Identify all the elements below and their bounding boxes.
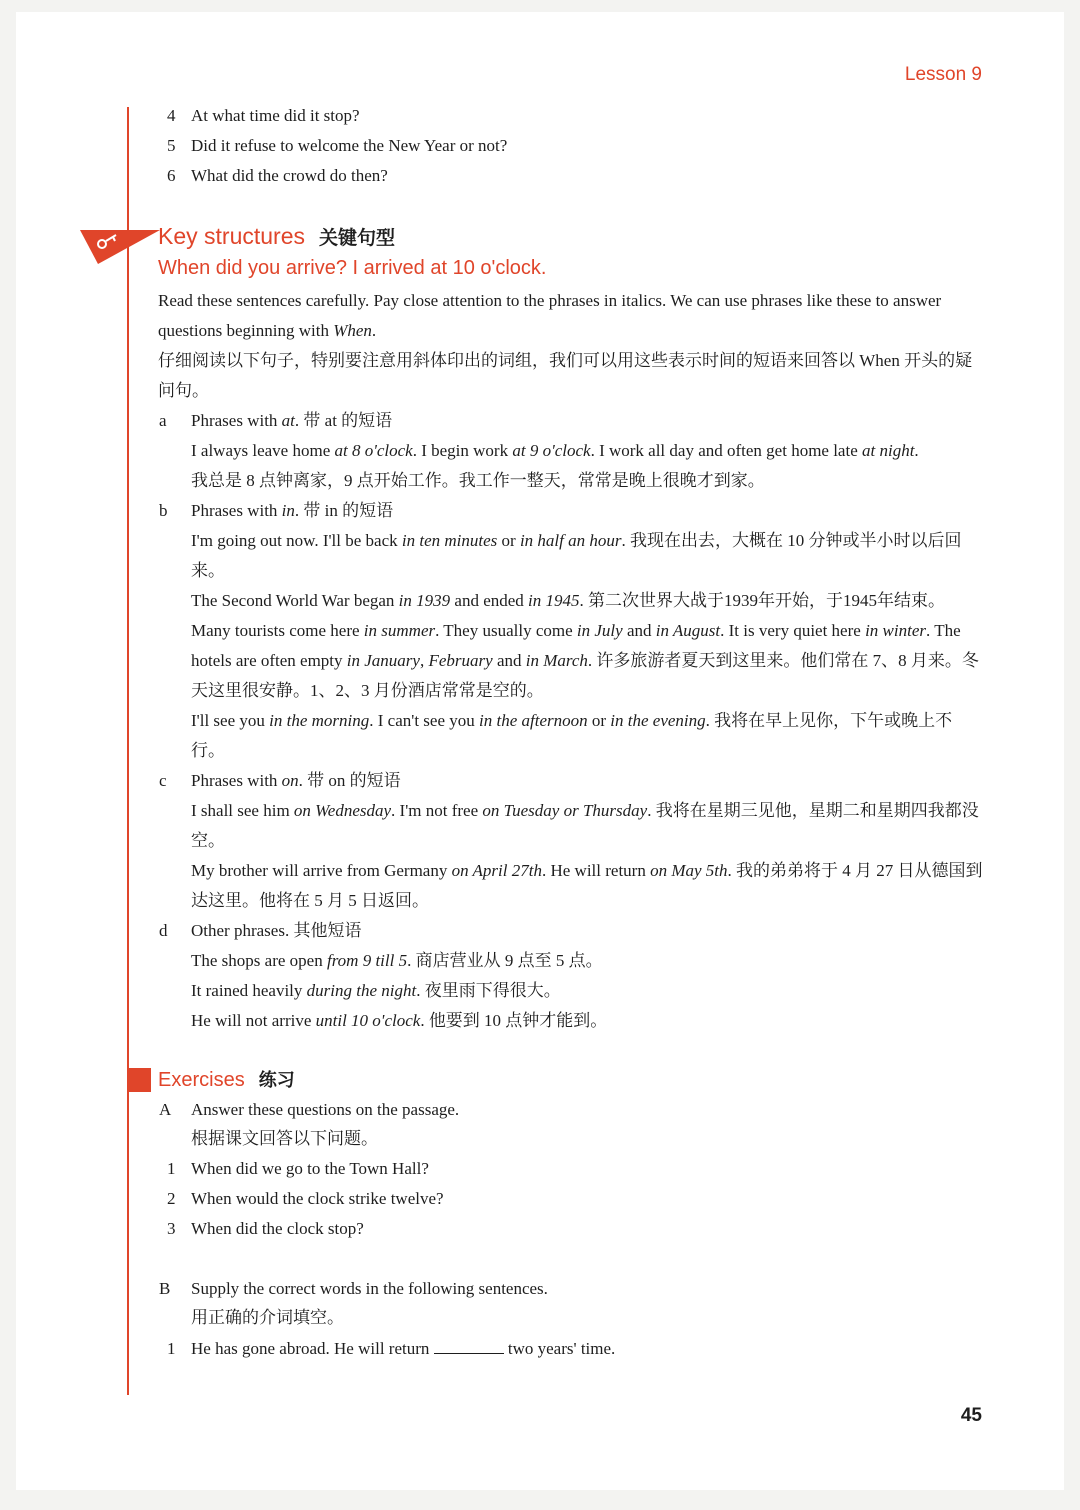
question-number: 6: [167, 166, 176, 185]
exercises-marker: [127, 1068, 151, 1092]
question-text: Did it refuse to welcome the New Year or not?: [191, 136, 508, 155]
fill-in-sentence: He has gone abroad. He will return two years' time.: [191, 1334, 615, 1364]
question-text: When did we go to the Town Hall?: [191, 1159, 429, 1178]
section-heading-key-structures: [158, 223, 395, 250]
example-sentence: He will not arrive until 10 o'clock. 他要到 10 点钟才能到。: [191, 1011, 608, 1030]
example-sentence: It rained heavily during the night. 夜里雨下得很大。: [191, 981, 561, 1000]
question-number: 4: [167, 106, 176, 125]
exercise-instruction: Supply the correct words in the following sentences.: [191, 1279, 548, 1298]
example-sentence: I shall see him on Wednesday. I'm not free on Tuesday or Thursday. 我将在星期三见他，星期二和星期四我都没空。: [191, 801, 979, 850]
phrase-group-label: Other phrases. 其他短语: [191, 921, 362, 940]
item-letter: a: [159, 411, 167, 430]
example-sentence: I'll see you in the morning. I can't see you in the afternoon or in the evening. 我将在早上见你，下午或晚上不行。: [191, 711, 953, 760]
phrase-group-label: Phrases with on. 带 on 的短语: [191, 771, 401, 790]
example-sentence: I always leave home at 8 o'clock. I begin work at 9 o'clock. I work all day and often get home late at night.: [191, 441, 919, 460]
example-sentence: I'm going out now. I'll be back in ten minutes or in half an hour. 我现在出去，大概在 10 分钟或半小时以后回来。: [191, 531, 962, 580]
question-number: 1: [167, 1159, 176, 1178]
exercise-instruction-zh: 根据课文回答以下问题。: [191, 1129, 378, 1148]
example-translation: 我总是 8 点钟离家，9 点开始工作。我工作一整天，常常是晚上很晚才到家。: [191, 471, 765, 490]
page-number: 45: [960, 1405, 982, 1426]
question-text: At what time did it stop?: [191, 106, 360, 125]
section-title: Exercises: [158, 1069, 245, 1091]
phrase-group-label: Phrases with in. 带 in 的短语: [191, 501, 394, 520]
example-sentence: Many tourists come here in summer. They usually come in July and in August. It is very quiet here in winter. The hotels are often empty in January, February and in March. 许多旅游者夏天到这里来。他们常在 7、8 月来。冬天这里很安静。1、2、3 月份酒店常常是空的。: [191, 621, 979, 700]
question-number: 2: [167, 1189, 176, 1208]
intro-paragraph-zh: 仔细阅读以下句子，特别要注意用斜体印出的词组，我们可以用这些表示时间的短语来回答以 When 开头的疑问句。: [158, 351, 973, 400]
question-number: 5: [167, 136, 176, 155]
question-number: 3: [167, 1219, 176, 1238]
section-title: Key structures: [158, 223, 305, 249]
exercise-instruction-zh: 用正确的介词填空。: [191, 1308, 344, 1327]
key-icon: [80, 226, 160, 266]
lesson-label: Lesson 9: [904, 64, 982, 85]
answer-blank[interactable]: [434, 1335, 504, 1354]
question-number: 1: [167, 1339, 176, 1358]
section-title-zh: 关键句型: [319, 227, 396, 249]
question-text: When did the clock stop?: [191, 1219, 364, 1238]
example-sentence: My brother will arrive from Germany on April 27th. He will return on May 5th. 我的弟弟将于 4 月 27 日从德国到达这里。他将在 5 月 5 日返回。: [191, 861, 983, 910]
exercise-letter: B: [159, 1279, 171, 1298]
question-text: What did the crowd do then?: [191, 166, 388, 185]
example-sentence: The Second World War began in 1939 and ended in 1945. 第二次世界大战于1939年开始，于1945年结束。: [191, 591, 946, 610]
section-heading-exercises: [158, 1066, 295, 1092]
section-title-zh: 练习: [258, 1070, 295, 1091]
phrase-group-label: Phrases with at. 带 at 的短语: [191, 411, 393, 430]
example-sentence: The shops are open from 9 till 5. 商店营业从 9 点至 5 点。: [191, 951, 603, 970]
intro-paragraph: Read these sentences carefully. Pay close attention to the phrases in italics. We can use phrases like these to answer questions beginning with When.: [158, 291, 942, 340]
item-letter: b: [159, 501, 168, 520]
question-text: When would the clock strike twelve?: [191, 1189, 444, 1208]
item-letter: c: [159, 771, 167, 790]
item-letter: d: [159, 921, 168, 940]
margin-rule: [127, 107, 129, 1395]
key-structures-subtitle: When did you arrive? I arrived at 10 o'clock.: [158, 257, 547, 279]
exercise-letter: A: [159, 1100, 172, 1119]
exercise-instruction: Answer these questions on the passage.: [191, 1100, 460, 1119]
